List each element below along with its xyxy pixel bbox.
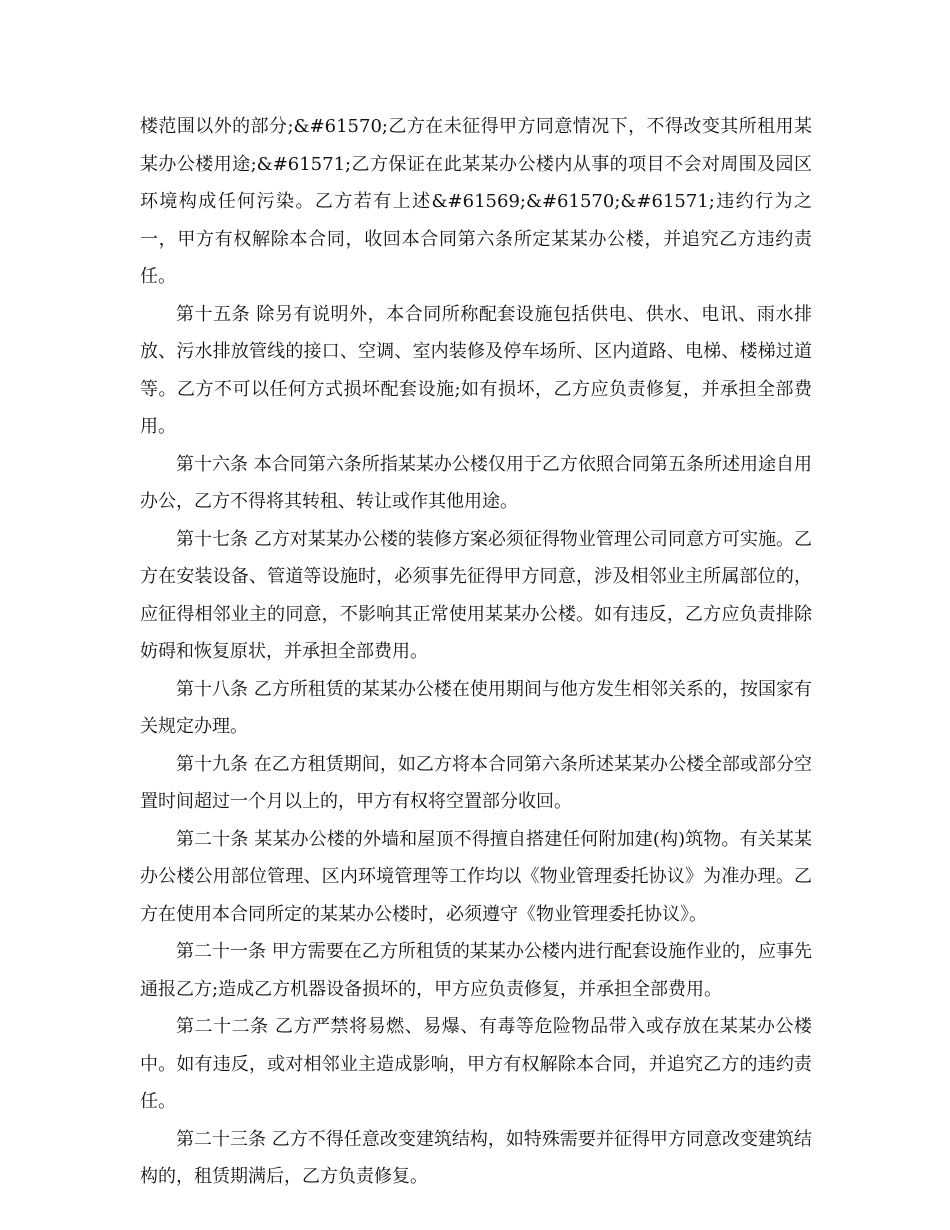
- paragraph-article-22: 第二十二条 乙方严禁将易燃、易爆、有毒等危险物品带入或存放在某某办公楼中。如有违反，或对相邻业主造成影响，甲方有权解除本合同，并追究乙方的违约责任。: [140, 1016, 812, 1112]
- paragraph-article-19: 第十九条 在乙方租赁期间，如乙方将本合同第六条所述某某办公楼全部或部分空置时间超过一个月以上的，甲方有权将空置部分收回。: [140, 753, 812, 812]
- paragraph-article-15: 第十五条 除另有说明外，本合同所称配套设施包括供电、供水、电讯、雨水排放、污水排放管线的接口、空调、室内装修及停车场所、区内道路、电梯、楼梯过道等。乙方不可以任何方式损坏配套设施;如有损坏，乙方应负责修复，并承担全部费用。: [140, 303, 812, 437]
- paragraph-article-23: 第二十三条 乙方不得任意改变建筑结构，如特殊需要并征得甲方同意改变建筑结构的，租赁期满后，乙方负责修复。: [140, 1128, 812, 1187]
- paragraph-article-16: 第十六条 本合同第六条所指某某办公楼仅用于乙方依照合同第五条所述用途自用办公，乙方不得将其转租、转让或作其他用途。: [140, 453, 812, 512]
- paragraph-article-20: 第二十条 某某办公楼的外墙和屋顶不得擅自搭建任何附加建(构)筑物。有关某某办公楼公用部位管理、区内环境管理等工作均以《物业管理委托协议》为准办理。乙方在使用本合同所定的某某办公楼时，必须遵守《物业管理委托协议》。: [140, 828, 812, 925]
- paragraph-continuation: 楼范围以外的部分;&#61570;乙方在未征得甲方同意情况下，不得改变其所租用某某办公楼用途;&#61571;乙方保证在此某某办公楼内从事的项目不会对周围及园区环境构成任何污染。乙方若有上述&#61569;&#61570;&#61571;违约行为之一，甲方有权解除本合同，收回本合同第六条所定某某办公楼，并追究乙方违约责任。: [140, 116, 812, 287]
- paragraph-article-21: 第二十一条 甲方需要在乙方所租赁的某某办公楼内进行配套设施作业的，应事先通报乙方;造成乙方机器设备损坏的，甲方应负责修复，并承担全部费用。: [140, 941, 812, 1000]
- paragraph-article-18: 第十八条 乙方所租赁的某某办公楼在使用期间与他方发生相邻关系的，按国家有关规定办理。: [140, 678, 812, 737]
- document-body: [140, 108, 812, 1196]
- paragraph-article-17: 第十七条 乙方对某某办公楼的装修方案必须征得物业管理公司同意方可实施。乙方在安装设备、管道等设施时，必须事先征得甲方同意，涉及相邻业主所属部位的，应征得相邻业主的同意，不影响其正常使用某某办公楼。如有违反，乙方应负责排除妨碍和恢复原状，并承担全部费用。: [140, 528, 812, 662]
